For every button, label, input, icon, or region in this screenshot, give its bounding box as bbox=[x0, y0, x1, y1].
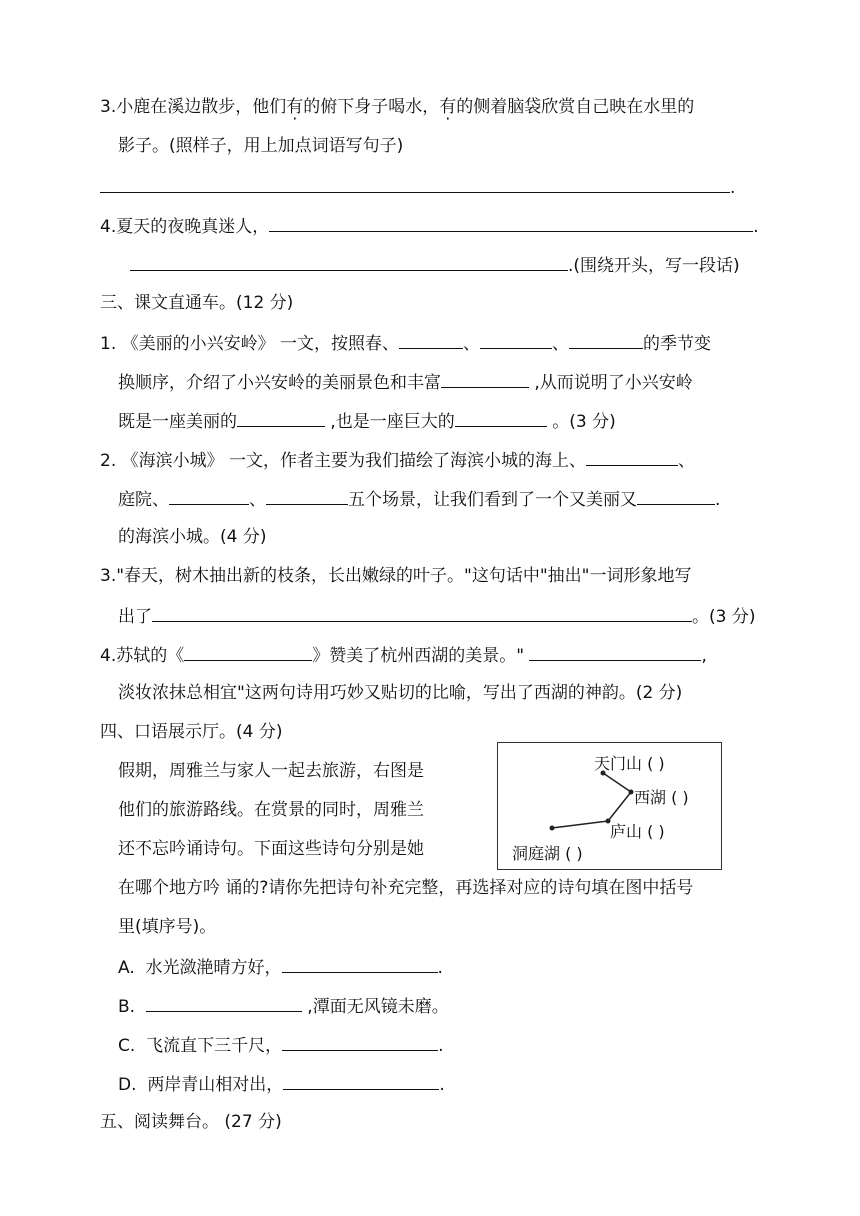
route-map bbox=[497, 742, 722, 870]
q2-3-answer-line[interactable]: . bbox=[100, 174, 735, 200]
dotted-word: 有 bbox=[439, 97, 457, 117]
s3-q2-line2: 庭院、 、 五个场景，让我们看到了一个又美丽又 . bbox=[118, 486, 720, 512]
map-label-tianmen: 天门山 ( ) bbox=[594, 754, 665, 773]
section5-title: 五、阅读舞台。 (27 分) bbox=[100, 1112, 282, 1132]
answer-blank[interactable] bbox=[441, 369, 529, 388]
answer-blank[interactable] bbox=[637, 486, 715, 505]
s3-q1-line3: 既是一座美丽的 ,也是一座巨大的 。(3 分) bbox=[118, 408, 616, 434]
s4-intro-line2: 他们的旅游路线。在赏景的同时，周雅兰 bbox=[118, 800, 424, 820]
poem-item-a: A. 水光潋滟晴方好， . bbox=[118, 954, 443, 980]
answer-blank[interactable] bbox=[399, 330, 463, 349]
s3-q2-line3: 的海滨小城。(4 分) bbox=[118, 527, 267, 547]
answer-blank[interactable] bbox=[237, 408, 325, 427]
s3-q3-line2: 出了 。(3 分) bbox=[118, 603, 755, 629]
section3-title: 三、课文直通车。(12 分) bbox=[100, 293, 294, 313]
s4-intro-line1: 假期，周雅兰与家人一起去旅游，右图是 bbox=[118, 761, 424, 781]
answer-blank[interactable] bbox=[569, 330, 643, 349]
answer-blank[interactable] bbox=[266, 486, 348, 505]
s4-intro-line5: 里(填序号)。 bbox=[118, 917, 217, 937]
poem-item-b: B. ,潭面无风镜未磨。 bbox=[118, 993, 449, 1019]
q2-3-line1: 3.小鹿在溪边散步，他们有的俯下身子喝水，有的侧着脑袋欣赏自己映在水里的 bbox=[100, 97, 695, 117]
answer-blank[interactable] bbox=[529, 642, 701, 661]
section4-title: 四、口语展示厅。(4 分) bbox=[100, 722, 283, 742]
poem-item-c: C. 飞流直下三千尺， . bbox=[118, 1032, 444, 1058]
s3-q4-line2: 淡妆浓抹总相宜"这两句诗用巧妙又贴切的比喻，写出了西湖的神韵。(2 分) bbox=[118, 683, 683, 703]
poem-item-d: D. 两岸青山相对出， . bbox=[118, 1071, 445, 1097]
s3-q1-line1: 1. 《美丽的小兴安岭》 一文，按照春、 、 、 的季节变 bbox=[100, 330, 711, 356]
q2-4-line2: .(围绕开头，写一段话) bbox=[130, 252, 740, 278]
dotted-word: 有 bbox=[286, 97, 304, 117]
answer-blank[interactable] bbox=[283, 1071, 439, 1090]
s3-q3-line1: 3."春天，树木抽出新的枝条，长出嫩绿的叶子。"这句话中"抽出"一词形象地写 bbox=[100, 566, 692, 586]
s3-q4-line1: 4.苏轼的《 》赞美了杭州西湖的美景。" , bbox=[100, 642, 707, 668]
map-label-dongting: 洞庭湖 ( ) bbox=[512, 844, 583, 863]
answer-blank[interactable] bbox=[169, 486, 249, 505]
answer-blank[interactable] bbox=[146, 993, 302, 1012]
answer-blank[interactable] bbox=[152, 603, 692, 622]
map-label-lushan: 庐山 ( ) bbox=[610, 822, 665, 841]
answer-blank[interactable] bbox=[480, 330, 552, 349]
map-label-xihu: 西湖 ( ) bbox=[634, 788, 689, 807]
s4-intro-line4: 在哪个地方吟 诵的?请你先把诗句补充完整，再选择对应的诗句填在图中括号 bbox=[118, 878, 694, 898]
answer-blank[interactable] bbox=[184, 642, 312, 661]
answer-blank[interactable] bbox=[282, 954, 438, 973]
answer-blank[interactable] bbox=[455, 408, 547, 427]
answer-blank[interactable] bbox=[282, 1032, 438, 1051]
s3-q2-line1: 2. 《海滨小城》 一文，作者主要为我们描绘了海滨小城的海上、 、 bbox=[100, 447, 695, 473]
q2-3-line2: 影子。(照样子，用上加点词语写句子) bbox=[118, 136, 404, 156]
s3-q1-line2: 换顺序，介绍了小兴安岭的美丽景色和丰富 ,从而说明了小兴安岭 bbox=[118, 369, 693, 395]
s4-intro-line3: 还不忘吟诵诗句。下面这些诗句分别是她 bbox=[118, 839, 424, 859]
answer-blank[interactable] bbox=[586, 447, 678, 466]
answer-blank[interactable] bbox=[130, 252, 568, 271]
q2-4-line1: 4.夏天的夜晚真迷人， . bbox=[100, 213, 759, 239]
answer-blank[interactable] bbox=[269, 213, 753, 232]
